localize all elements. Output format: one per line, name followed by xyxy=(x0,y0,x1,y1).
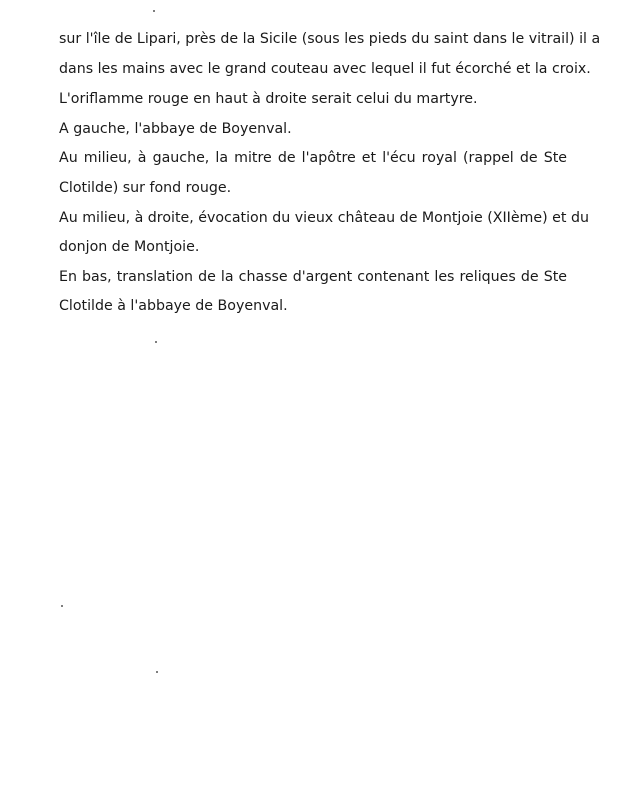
scan-speck xyxy=(61,605,63,607)
scan-speck xyxy=(153,10,155,12)
scan-speck xyxy=(155,341,157,343)
text-line: En bas, translation de la chasse d'argent contenant les reliques de Ste xyxy=(59,269,567,285)
scan-speck xyxy=(156,671,158,673)
text-line: dans les mains avec le grand couteau avec lequel il fut écorché et la croix. xyxy=(59,61,591,77)
text-line: A gauche, l'abbaye de Boyenval. xyxy=(59,121,292,137)
text-line: donjon de Montjoie. xyxy=(59,239,200,255)
text-line: Clotilde à l'abbaye de Boyenval. xyxy=(59,298,288,314)
text-line: sur l'île de Lipari, près de la Sicile (sous les pieds du saint dans le vitrail) il a xyxy=(59,31,601,47)
text-line: Clotilde) sur fond rouge. xyxy=(59,180,232,196)
text-line: L'oriflamme rouge en haut à droite serait celui du martyre. xyxy=(59,91,478,107)
text-line: Au milieu, à droite, évocation du vieux château de Montjoie (XIIème) et du xyxy=(59,210,589,226)
text-line: Au milieu, à gauche, la mitre de l'apôtre et l'écu royal (rappel de Ste xyxy=(59,150,567,166)
